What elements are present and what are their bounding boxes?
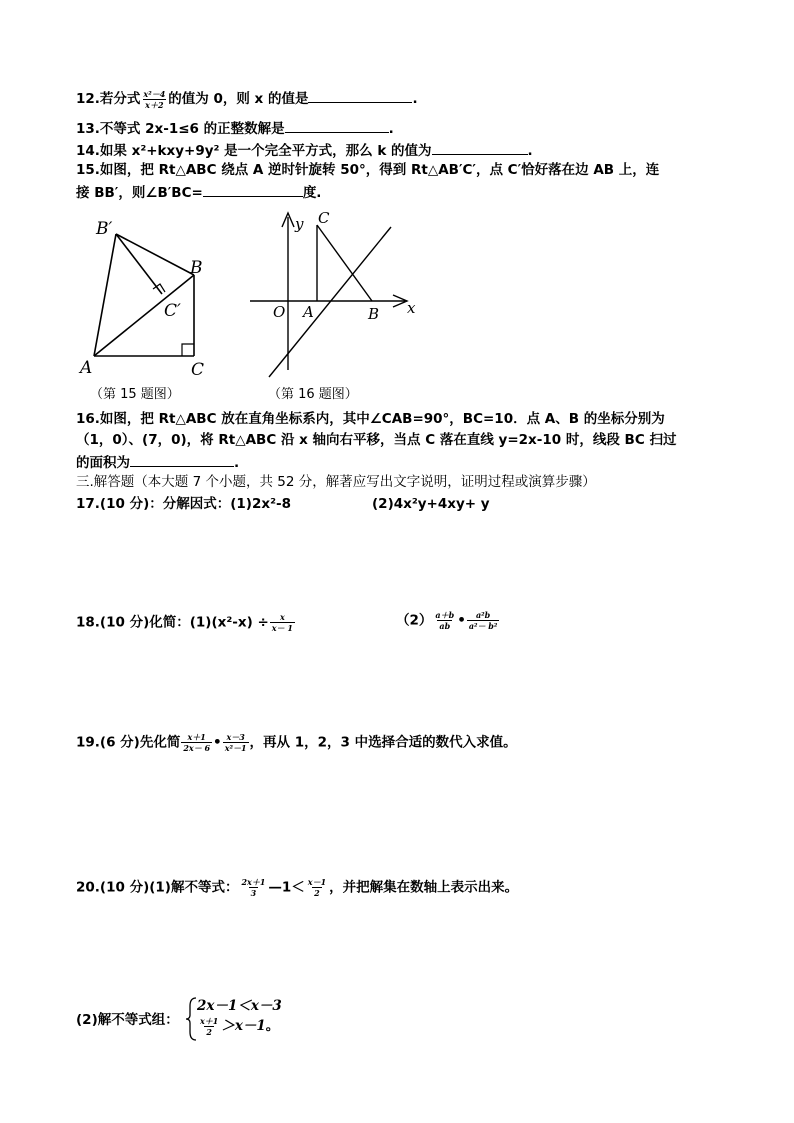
answer-blank[interactable] [432, 140, 528, 155]
question-15-line-1: 15.如图，把 Rt△ABC 绕点 A 逆时针旋转 50°，得到 Rt△AB′C′，点 C′恰好落在边 AB 上，连 [76, 162, 660, 178]
label-y: y [295, 215, 304, 233]
figure-15 [78, 212, 228, 382]
label-c: C [318, 209, 330, 227]
answer-blank[interactable] [308, 88, 412, 103]
question-17-part-1: 17.(10 分)：分解因式：(1)2x²-8 [76, 496, 291, 512]
answer-blank[interactable] [203, 182, 303, 197]
figure-15-caption: （第 15 题图） [90, 387, 180, 402]
q18-fraction-1: $\frac{x}{x- 1}$ [271, 612, 293, 633]
q12-text-2: 的值为 0，则 x 的值是 [168, 91, 309, 107]
question-12: 12.若分式 $\frac{\text{x²－4}}{x+2}$ 的值为 0，则 x 的值是 . [76, 88, 418, 110]
section-3-heading: 三.解答题（本大题 7 个小题，共 52 分，解著应写出文字说明，证明过程或演算步骤） [76, 474, 596, 490]
question-19: 19.(6 分)先化简 $\frac{x+1}{2x- 6}$ • $\frac{x-3}{\text{x²－1}}$ ，再从 1，2，3 中选择合适的数代入求值。 [76, 732, 517, 753]
label-b: B [368, 305, 380, 323]
q12-text: 12.若分式 [76, 91, 141, 107]
question-20-part-1: 20.(10 分)(1)解不等式： $\frac{2x+1}{3}$ —1＜ $\frac{x-1}{2}$ ，并把解集在数轴上表示出来。 [76, 877, 519, 898]
label-x: x [407, 299, 416, 317]
question-16-line-1: 16.如图，把 Rt△ABC 放在直角坐标系内，其中∠CAB=90°，BC=10．点 A、B 的坐标分别为 [76, 411, 665, 427]
question-15-line-2: 接 BB′，则∠B′BC= 度. [76, 182, 321, 202]
question-18-part-2: （2） $\frac{a+b}{ab}$ • $\frac{\text{a²b}}{\text{a²－ b²}}$ [396, 610, 498, 631]
label-b: B [190, 258, 203, 278]
label-c-prime: C′ [164, 301, 181, 321]
q19-fraction-2: $\frac{x-3}{\text{x²－1}}$ [224, 732, 247, 753]
q20-fraction-2: $\frac{x-1}{2}$ [307, 877, 327, 898]
figure-16-caption: （第 16 题图） [268, 387, 358, 402]
question-17-part-2: (2)4x²y+4xy+ y [372, 496, 490, 512]
q20-fraction-1: $\frac{2x+1}{3}$ [241, 877, 266, 898]
question-16-line-3: 的面积为 . [76, 452, 239, 472]
question-20-part-2: (2)解不等式组： [76, 1012, 179, 1028]
figure-16 [245, 205, 435, 385]
q19-fraction-1: $\frac{x+1}{2x- 6}$ [183, 732, 211, 753]
question-13: 13.不等式 2x-1≤6 的正整数解是 . [76, 118, 394, 138]
label-a: A [80, 358, 93, 378]
system-inequality-2: $\frac{x+1}{2}$ ＞x－1。 [200, 1016, 280, 1037]
q18-fraction-2: $\frac{a+b}{ab}$ [435, 610, 455, 631]
label-o: O [273, 303, 286, 321]
q14-text: 14.如果 x²+kxy+9y² 是一个完全平方式，那么 k 的值为 [76, 143, 432, 159]
system-inequality-1: 2x－1＜x－3 [197, 998, 282, 1014]
answer-blank[interactable] [285, 118, 389, 133]
q13-text: 13.不等式 2x-1≤6 的正整数解是 [76, 121, 285, 137]
label-a: A [303, 303, 314, 321]
q20b-fraction: $\frac{x+1}{2}$ [200, 1016, 219, 1037]
question-14: 14.如果 x²+kxy+9y² 是一个完全平方式，那么 k 的值为 . [76, 140, 533, 160]
question-18-part-1: 18.(10 分)化简：(1)(x²-x) ÷ $\frac{x}{x- 1}$ [76, 612, 293, 633]
q12-fraction: $\frac{\text{x²－4}}{x+2}$ [143, 88, 166, 110]
question-16-line-2: （1，0）、(7，0)，将 Rt△ABC 沿 x 轴向右平移，当点 C 落在直线 y=2x-10 时，线段 BC 扫过 [76, 432, 677, 448]
q18-fraction-3: $\frac{\text{a²b}}{\text{a²－ b²}}$ [468, 610, 498, 631]
label-b-prime: B′ [96, 219, 113, 239]
label-c: C [191, 360, 205, 380]
answer-blank[interactable] [130, 452, 234, 467]
